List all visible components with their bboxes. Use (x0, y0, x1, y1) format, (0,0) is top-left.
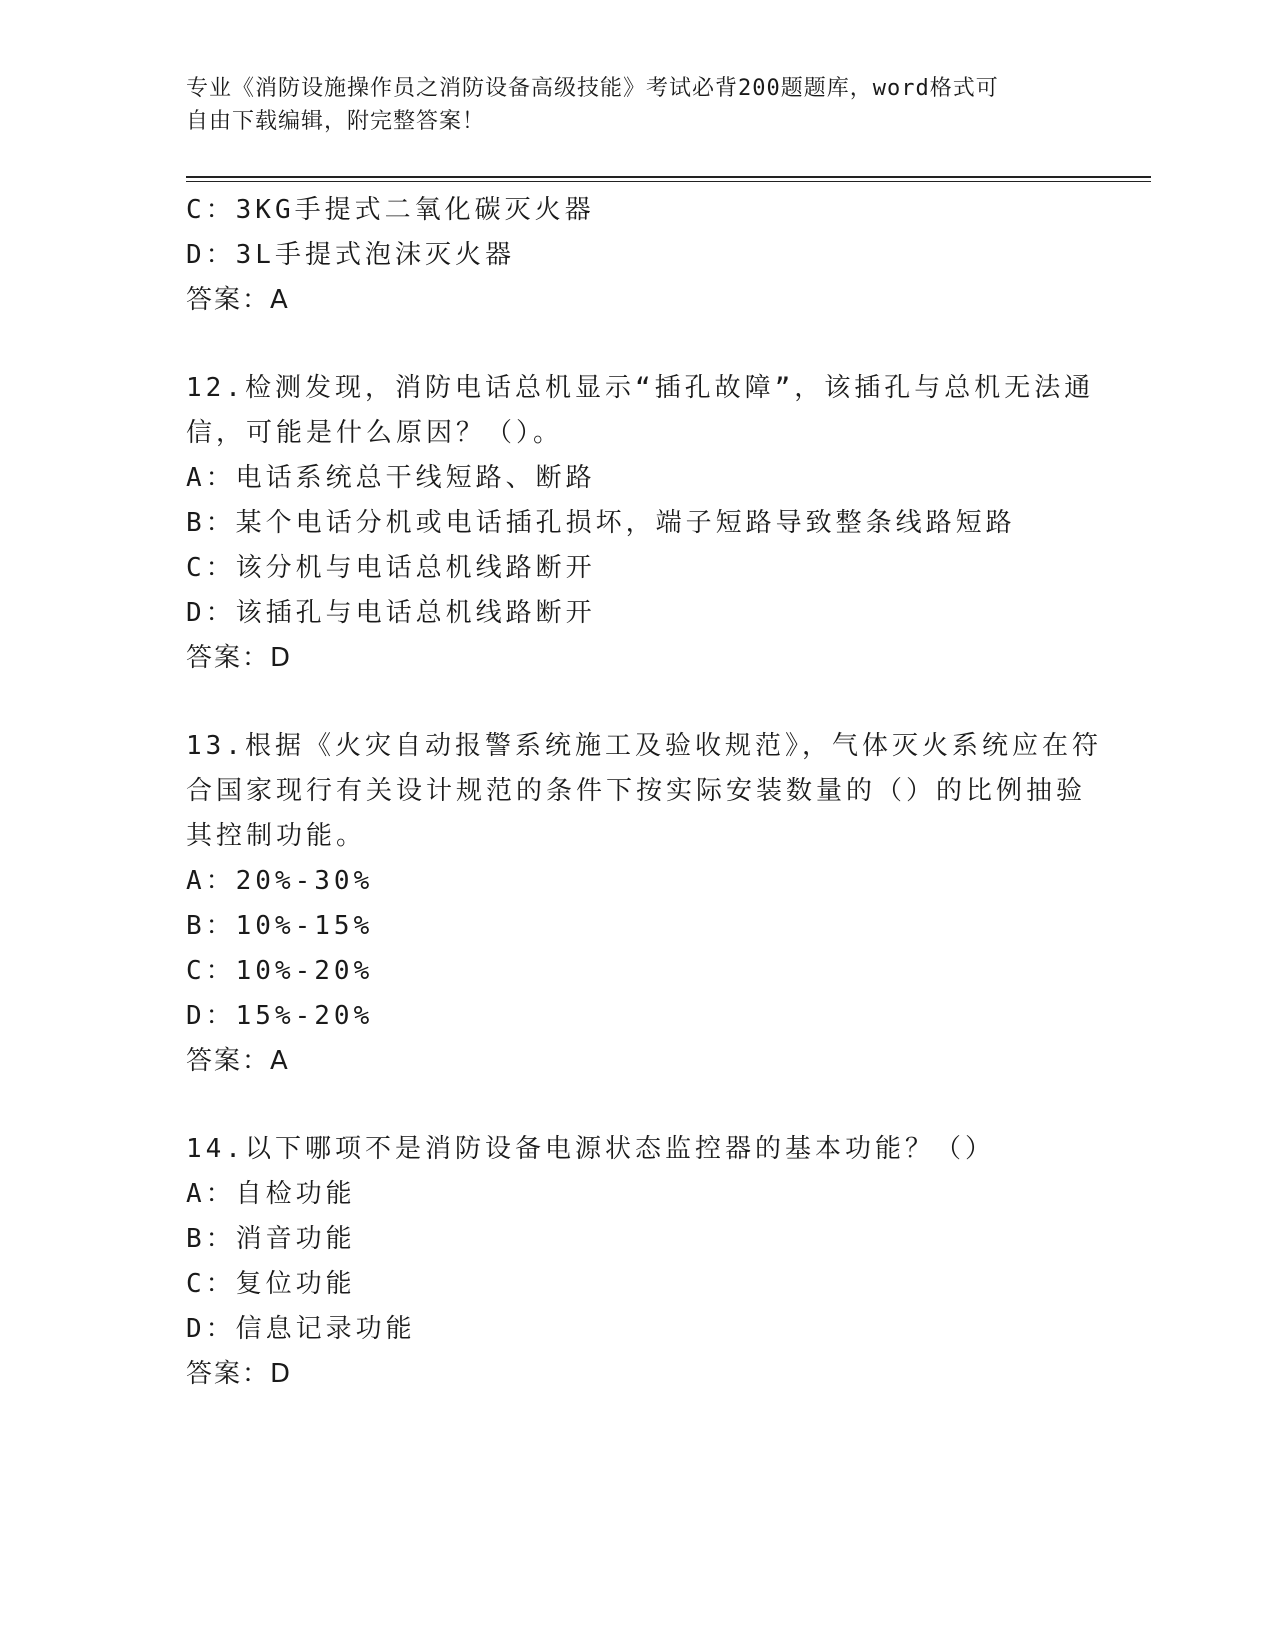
answer-line: 答案：D (186, 1359, 293, 1389)
question-stem: 14.以下哪项不是消防设备电源状态监控器的基本功能？（） (186, 1134, 995, 1164)
question-stem: 其控制功能。 (186, 821, 367, 851)
question-stem: 12.检测发现，消防电话总机显示“插孔故障”，该插孔与总机无法通 (186, 373, 1095, 403)
option-d: D：3L手提式泡沫灭火器 (186, 240, 515, 270)
answer-line: 答案：A (186, 285, 290, 315)
header-title-line-2: 自由下载编辑，附完整答案！ (186, 109, 486, 134)
option-b: B：10%-15% (186, 911, 374, 941)
option-a: A：电话系统总干线短路、断路 (186, 463, 596, 493)
option-c: C：10%-20% (186, 956, 374, 986)
option-c: C：3KG手提式二氧化碳灭火器 (186, 195, 595, 225)
option-c: C：复位功能 (186, 1269, 356, 1299)
question-list (186, 188, 1102, 1397)
question-11-tail (186, 188, 1086, 323)
document-header (186, 72, 1086, 138)
question-13 (186, 724, 1102, 1084)
option-d: D：信息记录功能 (186, 1314, 416, 1344)
option-d: D：15%-20% (186, 1001, 374, 1031)
question-stem: 信，可能是什么原因？（）。 (186, 418, 564, 448)
question-14 (186, 1127, 1086, 1397)
header-title-line-1: 专业《消防设施操作员之消防设备高级技能》考试必背200题题库，word格式可 (186, 76, 999, 101)
option-c: C：该分机与电话总机线路断开 (186, 553, 596, 583)
question-12 (186, 366, 1095, 681)
answer-line: 答案：A (186, 1046, 290, 1076)
header-rule-thick (186, 176, 1151, 178)
option-d: D：该插孔与电话总机线路断开 (186, 598, 596, 628)
question-stem: 13.根据《火灾自动报警系统施工及验收规范》，气体灭火系统应在符 (186, 731, 1102, 761)
question-stem: 合国家现行有关设计规范的条件下按实际安装数量的（）的比例抽验 (186, 776, 1087, 806)
option-a: A：自检功能 (186, 1179, 356, 1209)
header-rule-thin (186, 181, 1151, 182)
option-a: A：20%-30% (186, 866, 374, 896)
option-b: B：消音功能 (186, 1224, 356, 1254)
option-b: B：某个电话分机或电话插孔损坏，端子短路导致整条线路短路 (186, 508, 1016, 538)
answer-line: 答案：D (186, 643, 293, 673)
